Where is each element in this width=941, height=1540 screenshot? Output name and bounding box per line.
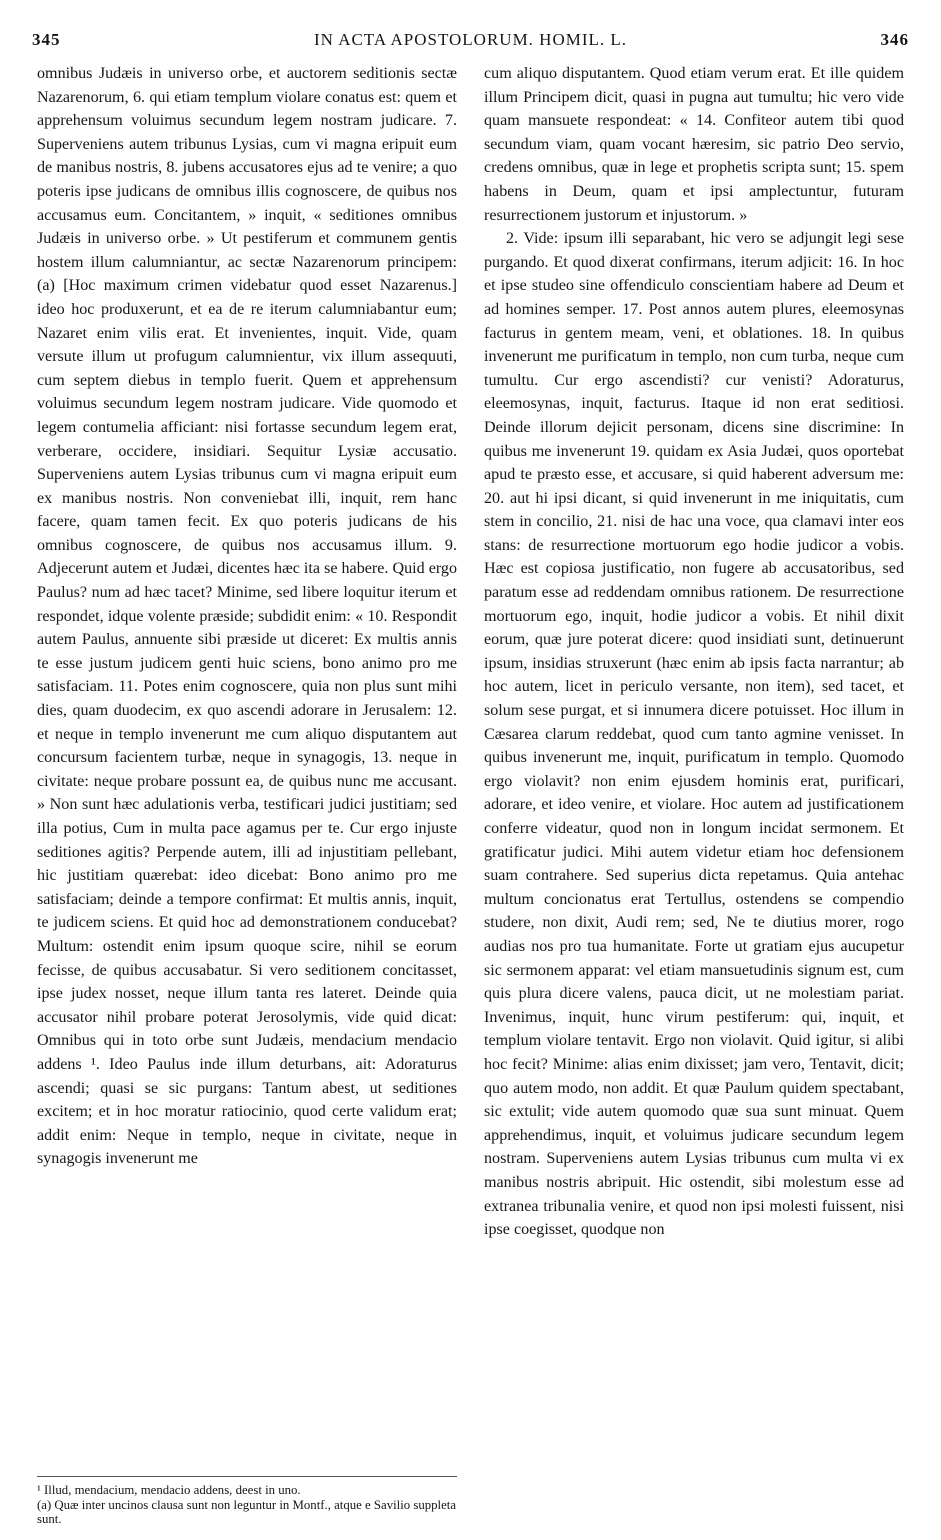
running-header bbox=[32, 30, 909, 56]
footnotes bbox=[37, 1476, 457, 1527]
left-column-text: omnibus Judæis in universo orbe, et auctorem seditionis sectæ Nazarenorum, 6. qui etiam templum violare conatus est: quem et apprehensum voluimus secundum legem nostram judicare. 7. Superveniens autem tribunus Lysias, cum vi magna eripuit eum de manibus nostris, 8. jubens accusatores ejus ad te venire; a quo poteris ipse judicans de omnibus illis cognoscere, de quibus nos accusamus eum. Concitantem, » inquit, « seditiones omnibus Judæis in universo orbe. » Ut pestiferum et communem gentis hostem illum calumniantur, ac sectæ Nazarenorum principem: (a) [Hoc maximum crimen videbatur quod esset Nazarenus.] ideo hoc produxerunt, et ea de re iterum calumniabantur eum; Nazaret enim vilis erat. Et invenientes, inquit. Vide, quam versute illum ut profugum calumnientur, vix illum assequuti, cum septem diebus in templo fuerit. Quem et apprehensum voluimus secundum legem nostram judicare. Vide quomodo et legem contumelia afficiant: nisi fortasse secundum legem erat, verberare, occidere, insidiari. Sequitur Lysiæ accusatio. Superveniens autem Lysias tribunus cum vi magna eripuit eum ex manibus nostris. Non conveniebat illi, inquit, rem hanc facere, quam tamen fecit. Ex quo poteris judicans de his omnibus cognoscere, de quibus nos accusamus illum. 9. Adjecerunt autem et Judæi, dicentes hæc ita se habere. Quid ergo Paulus? num ad hæc tacet? Minime, sed libere loquitur iterum et respondet, idque volente præside; subdidit enim: « 10. Respondit autem Paulus, annuente sibi præside ut diceret: Ex multis annis te esse justum judicem genti huic sciens, bono animo pro me satisfaciam. 11. Potes enim cognoscere, quia non plus sunt mihi dies, quam duodecim, ex quo ascendi adorare in Jerusalem: 12. et neque in templo invenerunt me cum aliquo disputantem aut concursum facientem turbæ, neque in synagogis, 13. neque in civitate: neque probare possunt ea, de quibus nunc me accusant. » Non sunt hæc adulationis verba, testificari judici justitiam; sed illa potius, Cum in multa pace agamus per te. Cur ergo injuste seditiones agitis? Perpende autem, illi ad injustitiam pellebant, hic justitiam quærebat: ideo dicebat: Bono animo pro me satisfaciam; deinde a tempore confirmat: Et multis annis, inquit, te judicem sciens. Et quid hoc ad demonstrationem conducebat? Multum: ostendit enim ipsum quoque scire, nihil se eorum fecisse, de quibus accusabatur. Si vero seditionem concitasset, ipse judex nosset, neque illum tanta res lateret. Deinde quia accusator nihil probare poterat Jerosolymis, vide quid dicat: Omnibus qui in toto orbe sunt Judæis, mendacium mendacio addens ¹. Ideo Paulus inde illum deturbans, ait: Adoraturus ascendi; quasi se sic purgans: Tantum abest, ut seditiones excitem; et in hoc moratur ratiocinio, quod certe validum erat; addit enim: Neque in templo, neque in civitate, neque in synagogis invenerunt me bbox=[37, 65, 457, 1168]
page-number-right: 346 bbox=[880, 30, 909, 49]
page-number-left: 345 bbox=[32, 30, 61, 49]
right-column-text-2: 2. Vide: ipsum illi separabant, hic vero se adjungit legi sese purgando. Et quod dixerat confirmans, iterum adjicit: 16. In hoc et ipse studeo sine offendiculo conscientiam habere ad Deum et ad homines semper. 17. Post annos autem plures, eleemosynas facturus in gentem meam, veni, et oblationes. 18. In quibus invenerunt me purificatum in templo, non cum turba, neque cum tumultu. Cur ergo ascendisti? cur venisti? Adoraturus, eleemosynas, inquit, facturus. Itaque id non erat seditiosi. Deinde illorum dejicit personam, dicens sine discrimine: In quibus me invenerunt 19. quidam ex Asia Judæi, quos oportebat apud te præsto esse, et accusare, si quid haberent adversum me: 20. aut hi ipsi dicant, si quid invenerunt in me iniquitatis, cum stem in concilio, 21. nisi de hac una voce, qua clamavi inter eos stans: de resurrectione mortuorum ego hodie judicor a vobis. Hæc est copiosa justificatio, non fugere ab accusatoribus, sed paratum esse ad reddendam omnibus rationem. De resurrectione mortuorum ego, inquit, hodie judicor a vobis. Et nihil dixit eorum, quæ jure poterat dicere: quod insidiati sunt, detinuerunt ipsum, insidias struxerunt (hæc enim ab ipsis facta narrantur; ab hoc autem, licet in periculo versante, non item), sed tacet, et solum sese purgat, et si innumera dicere potuisset. Hoc illum in Cæsarea clarum reddebat, quod cum tanto agmine venisset. In quibus invenerunt me, inquit, purificatum in templo. Quomodo ergo violavit? non enim ejusdem hominis erat, purificari, adorare, et ideo venire, et violare. Hoc autem ad justificationem conferre videatur, quod non in longum incidat sermonem. Et gratificatur judici. Mihi autem videtur etiam hoc defensionem suam contrahere. Sed superius dicta repetamus. Quia antehac multum concionatus erat Tertullus, ostendens se compendio studere, non dixit, Audi rem; sed, Ne te diutius morer, rogo audias nos pro tua humanitate. Forte ut gratiam ejus aucupetur sic sermonem apparat: vel etiam mansuetudinis signum est, cum quis plura dicere valens, pauca dicit, ut ne molestiam pariat. Invenimus, inquit, hunc virum pestiferum: qui, inquit, et templum violare tentavit. Ergo non violavit. Quid igitur, si alibi hoc fecit? Minime: alias enim dixisset; jam vero, Tentavit, dicit; quo autem modo, non addit. Et quæ Paulum quidem spectabant, sic extulit; vide autem quomodo quæ sua sunt minuat. Quem apprehendimus, inquit, et voluimus judicare secundum legem nostram. Superveniens autem Lysias tribunus cum multa vi ex manibus nostris abripuit. Hic ostendit, sibi molestum esse ad extranea tribunalia venire, et quod non ipsi molesti fuissent, nisi ipse coegisset, quodque non bbox=[484, 230, 904, 1239]
left-column bbox=[37, 62, 457, 1171]
running-title: IN ACTA APOSTOLORUM. HOMIL. L. bbox=[313, 30, 628, 49]
footnote-1: ¹ Illud, mendacium, mendacio addens, deest in uno. bbox=[37, 1483, 301, 1497]
right-column-text-1: cum aliquo disputantem. Quod etiam verum erat. Et ille quidem illum Principem dicit, quasi in pugna aut tumultu; hic vero vide quam mansuete respondeat: « 14. Confiteor autem tibi quod secundum viam, quam vocant hæresim, sic patrio Deo servio, credens omnibus, quæ in lege et prophetis scripta sunt; 15. spem habens in Deum, quam et ipsi amplectuntur, futuram resurrectionem justorum et injustorum. » bbox=[484, 65, 904, 224]
right-column bbox=[484, 62, 904, 1242]
footnote-a: (a) Quæ inter uncinos clausa sunt non leguntur in Montf., atque e Savilio suppleta sunt. bbox=[37, 1497, 457, 1526]
